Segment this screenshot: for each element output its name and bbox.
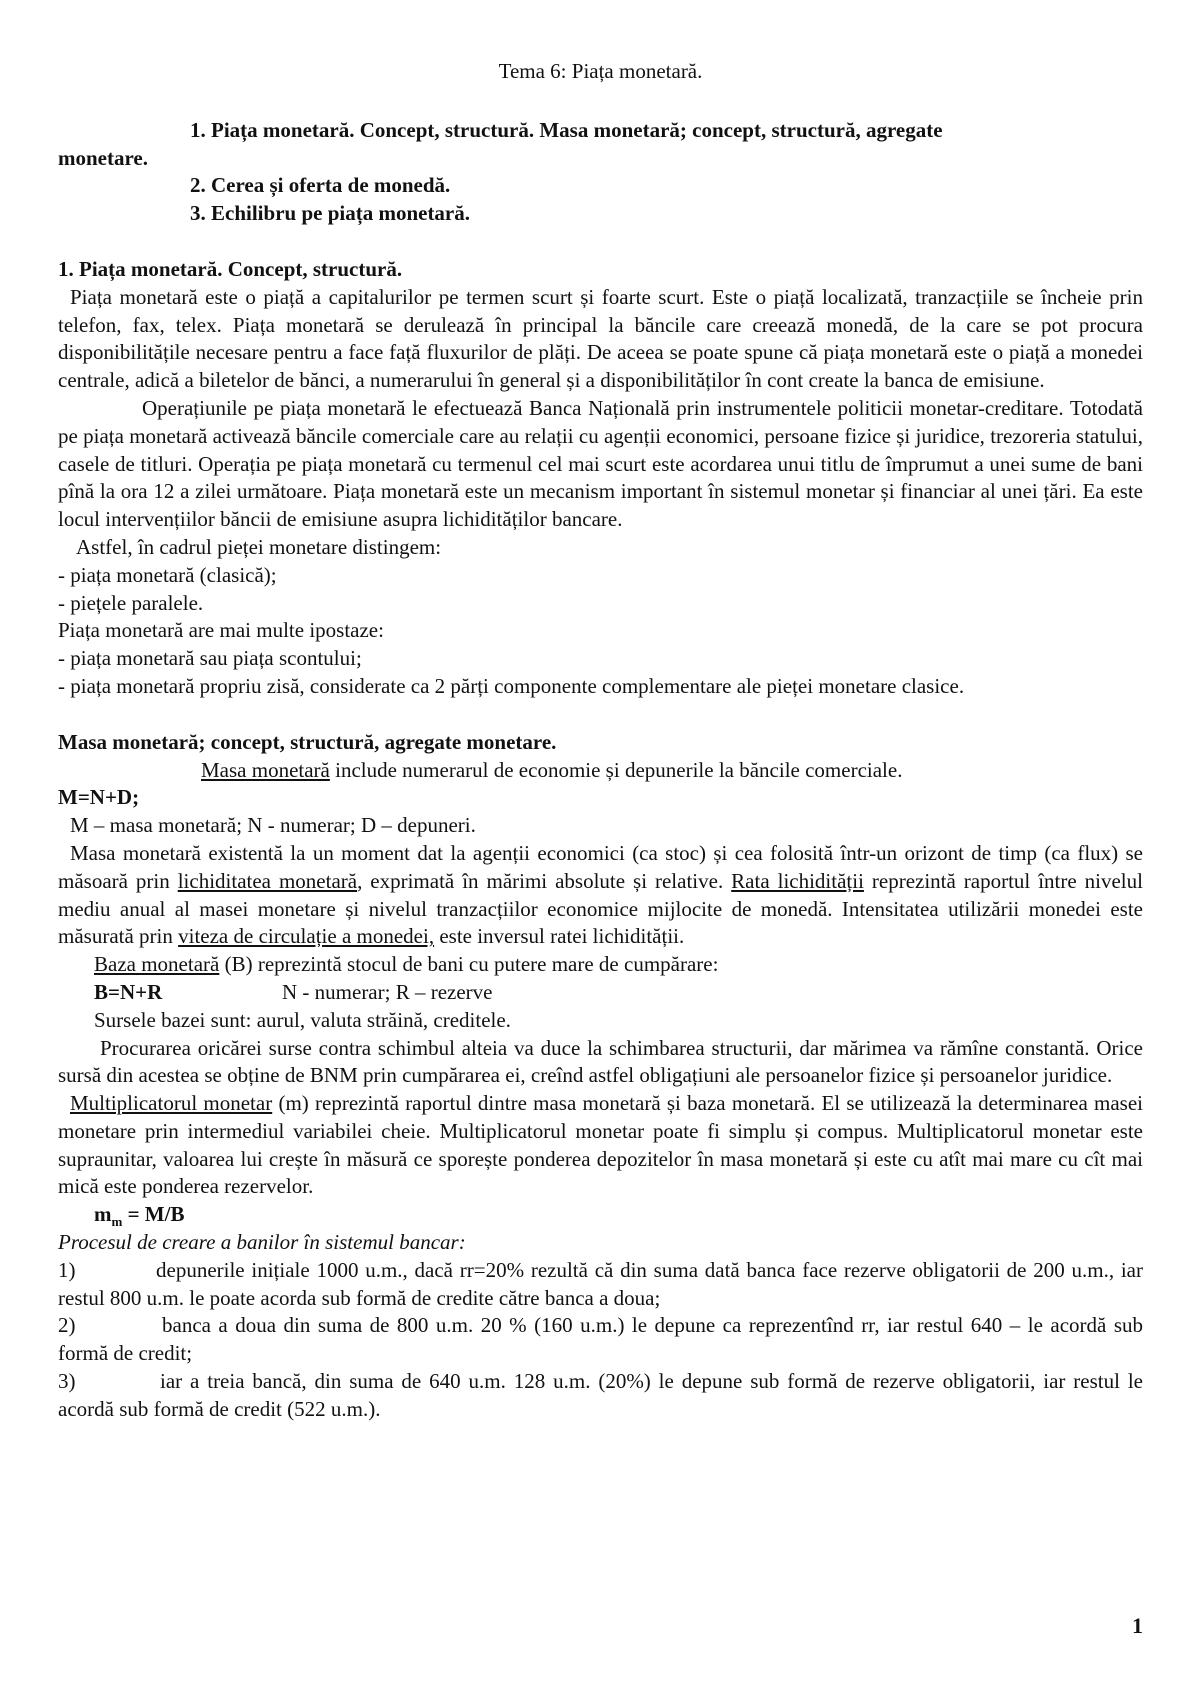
formula-mm-subscript: m [111,1214,123,1230]
section-1-paragraph-3: Astfel, în cadrul pieței monetare distingem: [76,534,442,559]
section-1-paragraph-2: Operațiunile pe piața monetară le efectuează Banca Națională prin instrumentele politicii monetar-creditare. Totodată pe piața monetară activează băncile comerciale care au relații cu agenții economici, persoane fizice și juridice, trezoreria statului, casele de titluri. Operația pe piața monetară cu termenul cel mai scurt este acordarea unui titlu de împrumut a unei sume de bani pînă la ora 12 a zilei următoare. Piața monetară este un mecanism important în sistemul monetar și financiar al unei țări. Ea este locul intervențiilor băncii de emisiune asupra lichidităților bancare. [58,395,1143,532]
process-step-1 [58,1257,1143,1313]
multiplicator-text: (m) reprezintă raportul dintre masa monetară și baza monetară. El se utilizează la determinarea masei monetare prin intermediul variabilei cheie. Multiplicatorul monetar poate fi simplu și compus. Multiplicatorul monetar este supraunitar, valoarea lui crește în măsură ce sporește ponderea depozitelor în masa monetară și este cu atît mai mare cu cît mai mică este ponderea rezervelor. [58,1091,1143,1199]
multiplicator-paragraph [58,1090,1143,1201]
masa-monetara-term: Masa monetară [201,757,330,782]
section-1-paragraph-4: Piața monetară are mai multe ipostaze: [58,618,384,643]
formula-mm [58,1201,1143,1229]
lichiditate-paragraph [58,840,1143,951]
toc-item-2: 2. Cerea și oferta de monedă. [190,173,451,198]
baza-monetara-definition [58,951,1143,979]
document-page [58,58,1143,1424]
section-1-list-item-2: - piețele paralele. [58,590,204,615]
procurare-paragraph: Procurarea oricărei surse contra schimbul alteia va duce la schimbarea structurii, dar mărimea va rămîne constantă. Orice sursă din acestea se obține de BNM prin cumpărarea ei, creînd astfel obligațiuni ale persoanelor fizice și persoanelor juridice. [58,1035,1143,1088]
multiplicator-term: Multiplicatorul monetar [70,1091,273,1116]
lichiditate-text-a: Masa monetară existentă la un moment dat la agenții economici (ca stoc) și cea folosită într-un orizont de timp (ca flux) se măsoară prin [58,840,1143,893]
formula-mm-symbol: m [94,1202,112,1227]
spacer [58,701,1143,729]
lichiditate-text-d: este inversul ratei lichidității. [434,924,685,949]
process-step-2-number: 2) [58,1313,76,1338]
lichiditate-monetara-term: lichiditatea monetară [177,868,358,893]
formula-b-legend: N - numerar; R – rezerve [282,979,493,1004]
process-step-1-number: 1) [58,1257,76,1282]
process-step-2-text: banca a doua din suma de 800 u.m. 20 % (160 u.m.) le depune ca reprezentînd rr, iar restul 640 – le acordă sub formă de credit; [58,1313,1143,1366]
toc-item-1-text: 1. Piața monetară. Concept, structură. Masa monetară; concept, structură, agregate [190,117,943,142]
page-number: 1 [1132,1613,1143,1638]
process-step-3-text: iar a treia bancă, din suma de 640 u.m. 128 u.m. (20%) le depune sub formă de rezerve obligatorii, iar restul le acordă sub formă de credit (522 u.m.). [58,1369,1143,1421]
lichiditate-text-b: , exprimată în mărimi absolute și relative. [357,868,732,893]
toc-item-1-continuation: monetare. [58,145,148,170]
formula-b-row [58,979,1143,1007]
section-2-heading: Masa monetară; concept, structură, agregate monetare. [58,729,557,754]
formula-m: M=N+D; [58,785,140,810]
section-1-list-item-1: - piața monetară (clasică); [58,562,277,587]
process-heading: Procesul de creare a banilor în sistemul bancar: [58,1230,466,1255]
process-step-2 [58,1312,1143,1368]
masa-monetara-definition-text: include numerarul de economie și depunerile la băncile comerciale. [329,757,903,782]
process-step-3 [58,1368,1143,1424]
section-1-heading: 1. Piața monetară. Concept, structură. [58,256,403,281]
viteza-circulatie-term: viteza de circulație a monedei, [178,924,435,949]
rata-lichiditatii-term: Rata lichidității [731,868,864,893]
formula-b: B=N+R [94,979,163,1004]
spacer [58,228,1143,256]
page-title: Tema 6: Piața monetară. [498,59,703,83]
toc-item-3: 3. Echilibru pe piața monetară. [190,201,471,226]
baza-monetara-definition-text: (B) reprezintă stocul de bani cu putere mare de cumpărare: [219,952,719,977]
toc-item-1 [58,117,1143,145]
masa-monetara-definition [58,757,1143,785]
formula-mm-rest: = M/B [122,1202,185,1227]
process-step-3-number: 3) [58,1369,76,1394]
lichiditate-text-c: reprezintă raportul între nivelul mediu anual al masei monetare și nivelul tranzacțiilor economice mijlocite de monedă. Intensitatea utilizării monedei este măsurată prin [58,868,1143,949]
baza-sources: Sursele bazei sunt: aurul, valuta străină, creditele. [94,1007,511,1032]
section-1-list-item-3: - piața monetară sau piața scontului; [58,646,362,671]
baza-monetara-term: Baza monetară [94,952,220,977]
formula-m-legend: M – masa monetară; N - numerar; D – depuneri. [70,813,476,838]
process-step-1-text: depunerile inițiale 1000 u.m., dacă rr=20% rezultă că din suma dată banca face rezerve obligatorii de 200 u.m., iar restul 800 u.m. le poate acorda sub formă de credite către banca a doua; [58,1257,1143,1310]
section-1-list-item-4: - piața monetară propriu zisă, considerate ca 2 părți componente complementare ale pieței monetare clasice. [58,673,965,698]
section-1-paragraph-1: Piața monetară este o piață a capitalurilor pe termen scurt și foarte scurt. Este o piață localizată, tranzacțiile se încheie prin telefon, fax, telex. Piața monetară se derulează în principal la băncile care creează monedă, de la care se pot procura disponibilitățile necesare pentru a face față fluxurilor de plăți. De aceea se poate spune că piața monetară este o piață a monedei centrale, adică a biletelor de bănci, a numerarului în general și a disponibilităților în cont create la banca de emisiune. [58,284,1143,393]
